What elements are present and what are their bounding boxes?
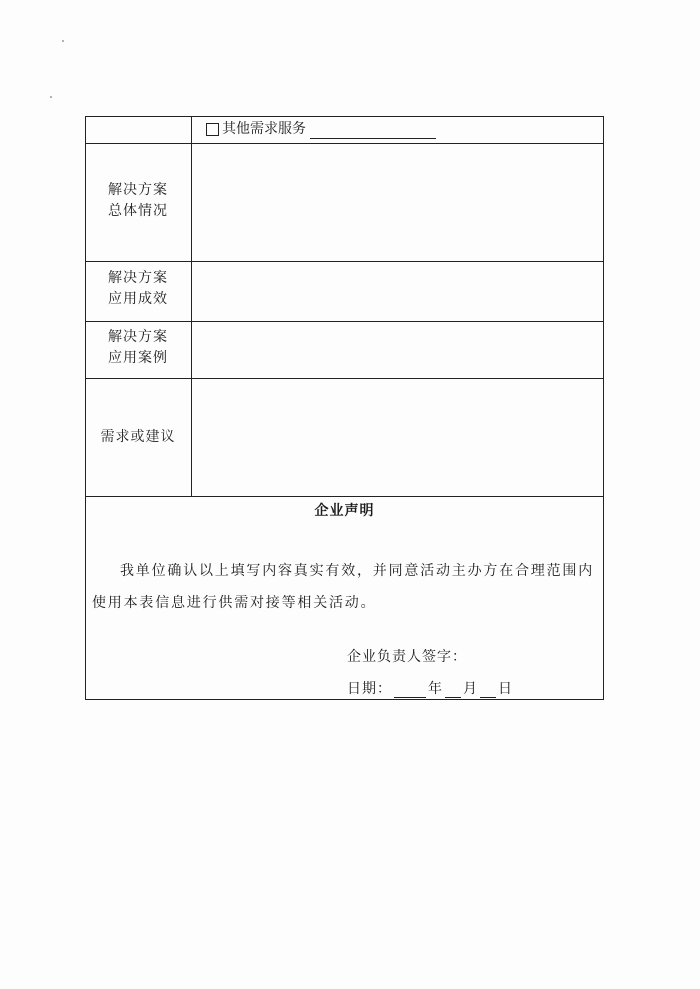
other-service-blank[interactable]	[310, 123, 436, 139]
declaration-body: 我单位确认以上填写内容真实有效，并同意活动主办方在合理范围内使用本表信息进行供需对接等相关活动。	[92, 563, 594, 611]
date-row	[347, 678, 513, 698]
application-form-table	[85, 116, 604, 700]
row-label-line: 应用成效	[108, 291, 168, 307]
date-label: 日期：	[347, 681, 392, 697]
solution-case-field[interactable]	[193, 323, 602, 377]
year-blank[interactable]	[394, 683, 426, 698]
row-label-demand-suggestion	[85, 427, 191, 448]
table-border-top	[85, 116, 604, 117]
demand-suggestion-field[interactable]	[193, 380, 602, 495]
row-label-solution-overview	[85, 180, 191, 222]
row-label-line: 解决方案	[108, 182, 168, 198]
scan-speck	[50, 96, 52, 98]
row-label-line: 解决方案	[108, 270, 168, 286]
day-label: 日	[498, 681, 513, 697]
table-border-right	[603, 116, 604, 700]
month-label: 月	[463, 681, 478, 697]
table-border-bottom	[85, 699, 604, 700]
day-blank[interactable]	[480, 683, 496, 698]
other-service-row	[206, 119, 436, 139]
solution-effect-field[interactable]	[193, 263, 602, 320]
row-label-line: 总体情况	[108, 203, 168, 219]
signature-label: 企业负责人签字：	[347, 649, 467, 665]
other-service-checkbox[interactable]	[206, 123, 219, 136]
row-label-solution-case	[85, 327, 191, 369]
declaration-title: 企业声明	[314, 503, 375, 519]
scan-speck	[62, 40, 64, 42]
row-label-line: 解决方案	[108, 329, 168, 345]
table-row-divider	[85, 496, 604, 497]
solution-overview-field[interactable]	[193, 145, 602, 260]
row-label-line: 需求或建议	[100, 429, 176, 445]
year-label: 年	[428, 681, 443, 697]
row-label-line: 应用案例	[108, 350, 168, 366]
row-label-solution-effect	[85, 268, 191, 310]
other-service-label: 其他需求服务	[222, 121, 306, 137]
month-blank[interactable]	[445, 683, 461, 698]
